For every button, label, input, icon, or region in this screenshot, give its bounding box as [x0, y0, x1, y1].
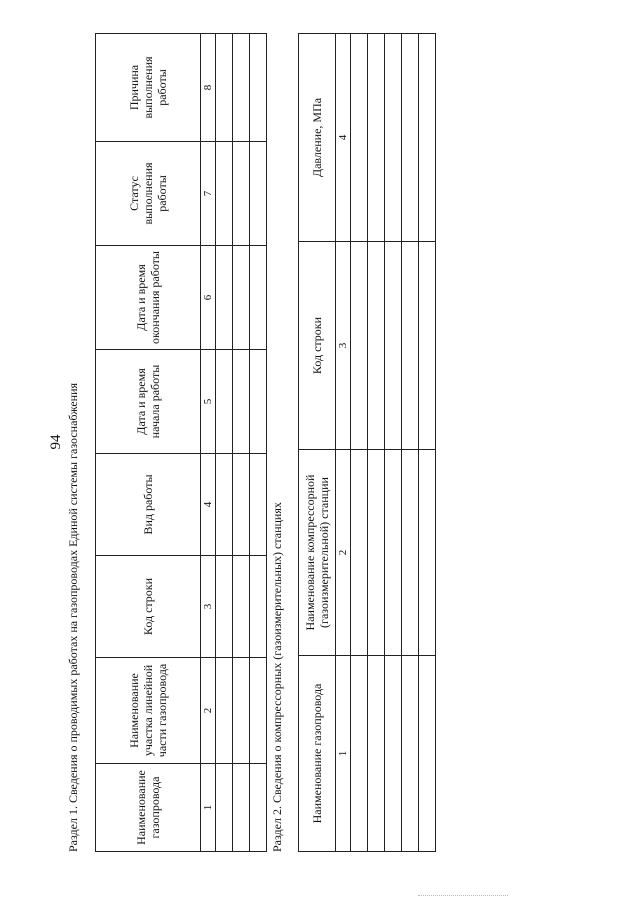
s2-col-number: 1	[336, 656, 351, 852]
s2-cell	[419, 450, 436, 656]
s1-cell	[216, 350, 233, 454]
s2-cell	[351, 656, 368, 852]
section1-empty-row	[250, 34, 267, 852]
s1-cell	[233, 764, 250, 852]
s2-cell	[351, 450, 368, 656]
section2-empty-row	[351, 34, 368, 852]
s2-cell	[419, 242, 436, 450]
s1-cell	[216, 454, 233, 556]
section2-empty-row	[385, 34, 402, 852]
section1-empty-row	[216, 34, 233, 852]
section1-header-row	[96, 34, 201, 852]
s1-col-number: 2	[201, 658, 216, 764]
s1-cell	[250, 34, 267, 142]
s1-cell	[250, 454, 267, 556]
s2-cell	[368, 242, 385, 450]
s1-col-label: Дата и время начала работы	[96, 350, 201, 454]
s2-cell	[402, 656, 419, 852]
s1-col-label: Причина выполнения работы	[96, 34, 201, 142]
s1-cell	[250, 556, 267, 658]
s1-cell	[216, 246, 233, 350]
section2-number-row	[336, 34, 351, 852]
section2-empty-row	[402, 34, 419, 852]
s1-col-label: Дата и время окончания работы	[96, 246, 201, 350]
section1-title: Раздел 1. Сведения о проводимых работах на газопроводах Единой системы газоснабжения	[66, 382, 80, 852]
s1-cell	[233, 142, 250, 246]
s2-col-label: Наименование компрессорной (газоизмерительной) станции	[299, 450, 336, 656]
s1-cell	[250, 142, 267, 246]
s2-cell	[385, 242, 402, 450]
section2-empty-row	[419, 34, 436, 852]
s2-cell	[351, 34, 368, 242]
s1-cell	[233, 246, 250, 350]
page-number: 94	[48, 434, 64, 450]
s1-col-label: Код строки	[96, 556, 201, 658]
s1-col-number: 5	[201, 350, 216, 454]
s1-col-label: Наименование газопровода	[96, 764, 201, 852]
section2-empty-row	[368, 34, 385, 852]
section1-empty-row	[233, 34, 250, 852]
s2-cell	[402, 34, 419, 242]
s2-col-label: Код строки	[299, 242, 336, 450]
s2-cell	[368, 34, 385, 242]
s1-cell	[250, 658, 267, 764]
section2-header-row	[299, 34, 336, 852]
section1-table-wrap	[95, 33, 267, 852]
scan-edge-line	[418, 895, 508, 896]
s1-col-number: 1	[201, 764, 216, 852]
s1-col-number: 6	[201, 246, 216, 350]
s1-col-number: 8	[201, 34, 216, 142]
section1-number-row	[201, 34, 216, 852]
s1-col-number: 3	[201, 556, 216, 658]
s2-cell	[419, 34, 436, 242]
s1-col-number: 4	[201, 454, 216, 556]
s1-col-number: 7	[201, 142, 216, 246]
s2-col-number: 3	[336, 242, 351, 450]
s2-col-number: 2	[336, 450, 351, 656]
s1-col-label: Наименование участка линейной части газопровода	[96, 658, 201, 764]
s1-cell	[233, 658, 250, 764]
section2-table-wrap	[298, 33, 436, 852]
section2-table	[298, 33, 436, 852]
s1-col-label: Вид работы	[96, 454, 201, 556]
s2-cell	[385, 34, 402, 242]
s2-cell	[402, 242, 419, 450]
s2-cell	[402, 450, 419, 656]
s1-cell	[216, 658, 233, 764]
s1-cell	[233, 556, 250, 658]
s2-cell	[419, 656, 436, 852]
s2-cell	[351, 242, 368, 450]
s2-cell	[385, 656, 402, 852]
s1-cell	[216, 142, 233, 246]
s1-cell	[250, 246, 267, 350]
section2-title: Раздел 2. Сведения о компрессорных (газоизмерительных) станциях	[270, 502, 284, 852]
s1-cell	[250, 350, 267, 454]
s1-cell	[233, 34, 250, 142]
s1-cell	[216, 34, 233, 142]
s2-col-label: Давление, МПа	[299, 34, 336, 242]
s2-col-label: Наименование газопровода	[299, 656, 336, 852]
s1-col-label: Статус выполнения работы	[96, 142, 201, 246]
section1-table	[95, 33, 267, 852]
s2-col-number: 4	[336, 34, 351, 242]
s2-cell	[368, 656, 385, 852]
s1-cell	[216, 556, 233, 658]
s1-cell	[233, 454, 250, 556]
s2-cell	[368, 450, 385, 656]
s1-cell	[250, 764, 267, 852]
s1-cell	[216, 764, 233, 852]
s2-cell	[385, 450, 402, 656]
s1-cell	[233, 350, 250, 454]
